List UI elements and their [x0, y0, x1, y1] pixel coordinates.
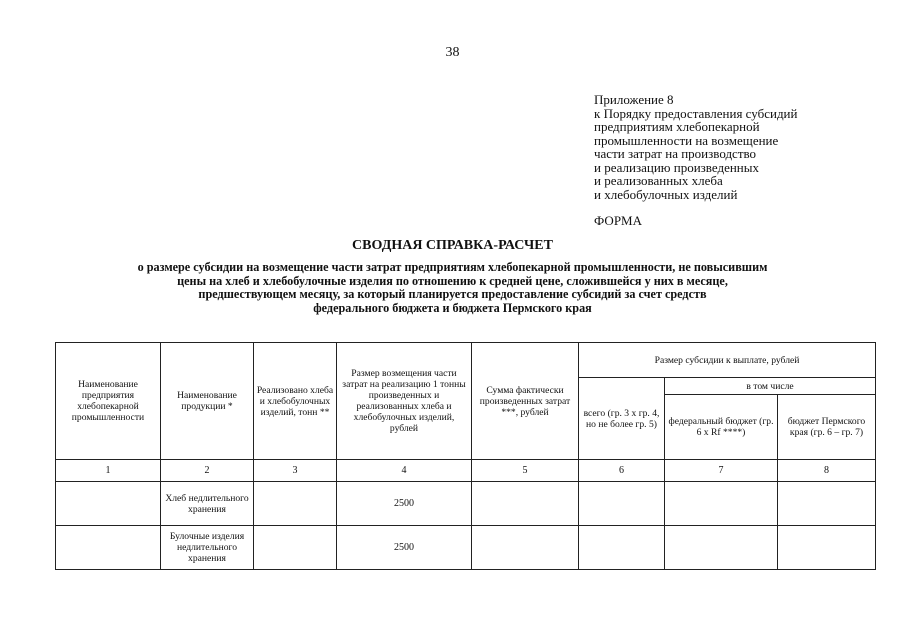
annex-line: и реализацию произведенных — [594, 159, 759, 175]
header-including-group: в том числе — [665, 378, 876, 395]
column-number-row — [56, 460, 876, 482]
subsidy-calculation-table — [55, 342, 876, 570]
page-number: 38 — [445, 45, 460, 60]
table-row — [56, 482, 876, 526]
rate-cell: 2500 — [337, 482, 472, 526]
header-enterprise-name: Наименование предприятия хлебопекарной промышленности — [56, 343, 161, 460]
document-title: СВОДНАЯ СПРАВКА-РАСЧЕТ — [352, 238, 553, 253]
header-rate-per-ton: Размер возмещения части затрат на реализацию 1 тонны произведенных и реализованных хлеба и хлебобулочных изделий, рублей — [337, 343, 472, 460]
annex-line: и реализованных хлеба — [594, 173, 723, 188]
header-regional-budget: бюджет Пермского края (гр. 6 – гр. 7) — [778, 395, 876, 460]
regional-budget-cell — [778, 526, 876, 570]
annex-block — [594, 93, 894, 228]
column-number: 3 — [254, 460, 337, 482]
actual-costs-cell — [472, 482, 579, 526]
column-number: 5 — [472, 460, 579, 482]
rate-cell: 2500 — [337, 526, 472, 570]
header-actual-costs: Сумма фактически произведенных затрат ***, рублей — [472, 343, 579, 460]
annex-line: к Порядку предоставления субсидий — [594, 105, 798, 121]
header-product-name: Наименование продукции * — [161, 343, 254, 460]
sold-tons-cell — [254, 482, 337, 526]
document-subtitle — [40, 261, 865, 315]
federal-budget-cell — [665, 482, 778, 526]
column-number: 7 — [665, 460, 778, 482]
enterprise-cell — [56, 482, 161, 526]
column-number: 6 — [579, 460, 665, 482]
actual-costs-cell — [472, 526, 579, 570]
subtitle-line: цены на хлеб и хлебобулочные изделия по отношению к средней цене, сложившейся у них в месяце, — [177, 273, 728, 288]
column-number: 8 — [778, 460, 876, 482]
annex-line: предприятиям хлебопекарной — [594, 119, 760, 134]
federal-budget-cell — [665, 526, 778, 570]
header-subsidy-group: Размер субсидии к выплате, рублей — [579, 343, 876, 378]
annex-line: промышленности на возмещение — [594, 132, 779, 148]
column-number: 4 — [337, 460, 472, 482]
header-subsidy-total: всего (гр. 3 х гр. 4, но не более гр. 5) — [579, 378, 665, 460]
subsidy-total-cell — [579, 526, 665, 570]
header-federal-budget: федеральный бюджет (гр. 6 х Rf ****) — [665, 395, 778, 460]
column-number: 2 — [161, 460, 254, 482]
subtitle-line: предшествующем месяцу, за который планируется предоставление субсидий за счет средств — [198, 287, 707, 301]
header-sold-tons: Реализовано хлеба и хлебобулочных изделий, тонн ** — [254, 343, 337, 460]
subtitle-line: федерального бюджета и бюджета Пермского края — [313, 300, 592, 315]
annex-line: и хлебобулочных изделий — [594, 186, 738, 202]
table-row — [56, 526, 876, 570]
product-name-cell: Хлеб недлительного хранения — [161, 482, 254, 526]
sold-tons-cell — [254, 526, 337, 570]
annex-line: Приложение 8 — [594, 92, 674, 107]
subsidy-total-cell — [579, 482, 665, 526]
product-name-cell: Булочные изделия недлительного хранения — [161, 526, 254, 570]
enterprise-cell — [56, 526, 161, 570]
column-number: 1 — [56, 460, 161, 482]
regional-budget-cell — [778, 482, 876, 526]
form-label: ФОРМА — [594, 213, 642, 228]
annex-line: части затрат на производство — [594, 146, 757, 161]
subtitle-line: о размере субсидии на возмещение части затрат предприятиям хлебопекарной промышленности, не повысившим — [137, 260, 768, 274]
